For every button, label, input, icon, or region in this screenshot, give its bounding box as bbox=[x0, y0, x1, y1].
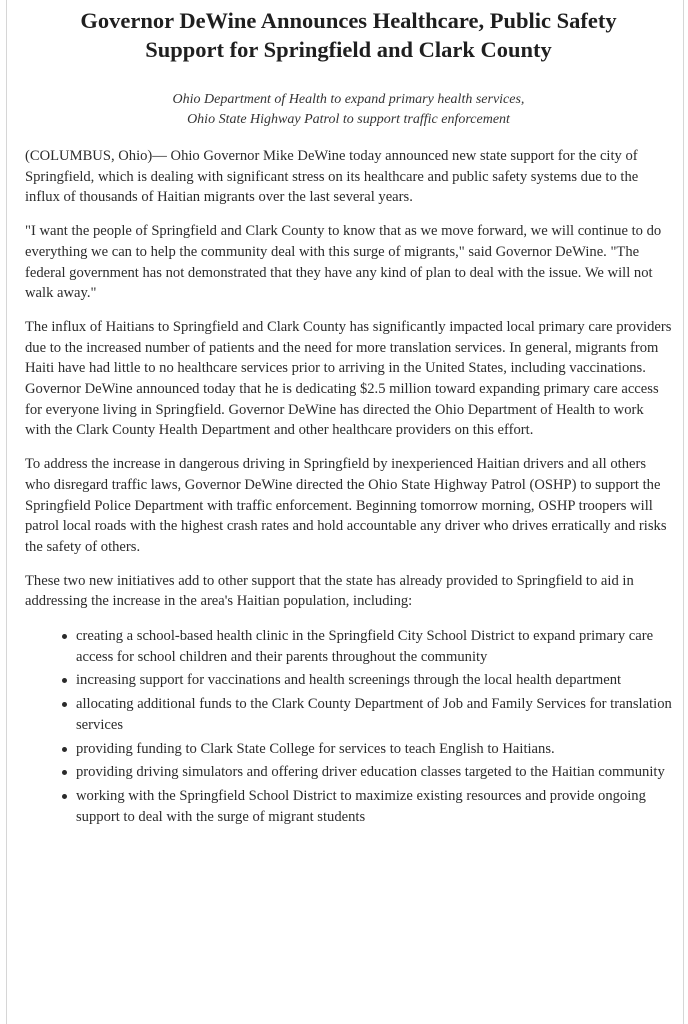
bullet-icon bbox=[62, 794, 67, 799]
list-item bbox=[65, 670, 672, 691]
paragraph-traffic: To address the increase in dangerous driving in Springfield by inexperienced Haitian drivers and all others who disregard traffic laws, Governor DeWine directed the Ohio State Highway Patrol (OSHP) to support the Springfield Police Department with traffic enforcement. Beginning tomorrow morning, OSHP troopers will patrol local roads with the highest crash rates and hold accountable any driver who drives erratically and risks the safety of others. bbox=[25, 456, 667, 555]
list-item-text: creating a school-based health clinic in the Springfield City School District to expand primary care access for school children and their parents throughout the community bbox=[76, 628, 654, 665]
list-item bbox=[65, 739, 672, 760]
list-item-text: providing funding to Clark State College for services to teach English to Haitians. bbox=[76, 740, 555, 757]
list-item bbox=[65, 786, 672, 827]
article-body bbox=[25, 0, 672, 830]
article-title: Governor DeWine Announces Healthcare, Public Safety Support for Springfield and Clark County bbox=[80, 8, 617, 62]
list-item-text: allocating additional funds to the Clark County Department of Job and Family Services for translation services bbox=[76, 696, 672, 733]
list-item-text: working with the Springfield School District to maximize existing resources and provide ongoing support to deal with the surge of migrant students bbox=[76, 787, 646, 825]
paragraph-healthcare: The influx of Haitians to Springfield and Clark County has significantly impacted local primary care providers due to the increased number of patients and the need for more translation services. In general, migrants from Haiti have had little to no healthcare services prior to arriving in the United States, including vaccinations. Governor DeWine announced today that he is dedicating $2.5 million toward expanding primary care access for everyone living in Springfield. Governor DeWine has directed the Ohio Department of Health to work with the Clark County Health Department and other healthcare providers on this effort. bbox=[25, 318, 672, 439]
page-border-right bbox=[683, 0, 684, 1024]
article-subtitle: Ohio Department of Health to expand primary health services, Ohio State Highway Patrol to support traffic enforcement bbox=[172, 92, 525, 127]
bullet-icon bbox=[62, 634, 67, 639]
paragraph-quote: "I want the people of Springfield and Clark County to know that as we move forward, we will continue to do everything we can to help the community deal with this surge of migrants," said Governor DeWine. "The federal government has not demonstrated that they have any kind of plan to deal with the issue. We will not walk away." bbox=[25, 223, 662, 302]
list-item bbox=[65, 694, 672, 735]
list-item-text: providing driving simulators and offering driver education classes targeted to the Haitian community bbox=[76, 764, 665, 781]
bullet-icon bbox=[62, 747, 67, 752]
list-item-text: increasing support for vaccinations and health screenings through the local health department bbox=[76, 672, 622, 689]
support-list bbox=[25, 626, 672, 827]
bullet-icon bbox=[62, 678, 67, 683]
bullet-icon bbox=[62, 770, 67, 775]
list-item bbox=[65, 626, 672, 667]
bullet-icon bbox=[62, 702, 67, 707]
page-border-left bbox=[6, 0, 7, 1024]
paragraph-initiatives: These two new initiatives add to other support that the state has already provided to Springfield to aid in addressing the increase in the area's Haitian population, including: bbox=[25, 572, 634, 610]
list-item bbox=[65, 762, 672, 783]
paragraph-intro: (COLUMBUS, Ohio)— Ohio Governor Mike DeWine today announced new state support for the city of Springfield, which is dealing with significant stress on its healthcare and public safety systems due to the influx of thousands of Haitian migrants over the last several years. bbox=[25, 148, 639, 206]
